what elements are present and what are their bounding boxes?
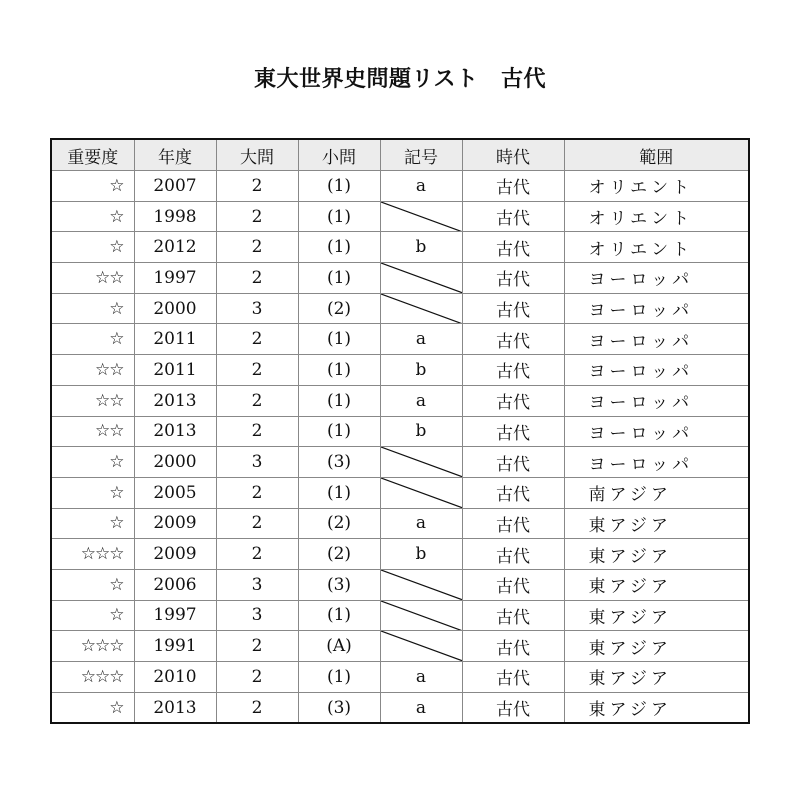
importance-cell: ☆ [51, 692, 134, 723]
range-cell: オリエント [564, 201, 749, 232]
table-row [51, 355, 749, 386]
year-cell: 2013 [134, 692, 216, 723]
table-row [51, 324, 749, 355]
importance-cell: ☆☆ [51, 385, 134, 416]
table-row [51, 508, 749, 539]
header-importance: 重要度 [51, 139, 134, 171]
major-question-cell: 2 [216, 232, 298, 263]
range-cell: 東アジア [564, 539, 749, 570]
major-question-cell: 3 [216, 600, 298, 631]
minor-question-cell: (1) [298, 416, 380, 447]
year-cell: 2009 [134, 508, 216, 539]
major-question-cell: 2 [216, 324, 298, 355]
minor-question-cell: (1) [298, 171, 380, 202]
range-cell: 南アジア [564, 477, 749, 508]
minor-question-cell: (1) [298, 324, 380, 355]
range-cell: ヨーロッパ [564, 324, 749, 355]
major-question-cell: 2 [216, 355, 298, 386]
minor-question-cell: (2) [298, 539, 380, 570]
minor-question-cell: (2) [298, 293, 380, 324]
importance-cell: ☆☆ [51, 355, 134, 386]
diagonal-slash-icon [381, 601, 462, 631]
symbol-cell-empty-slash [380, 477, 462, 508]
minor-question-cell: (1) [298, 477, 380, 508]
minor-question-cell: (1) [298, 263, 380, 294]
problem-list-table [50, 138, 750, 724]
era-cell: 古代 [462, 201, 564, 232]
era-cell: 古代 [462, 263, 564, 294]
symbol-cell: a [380, 171, 462, 202]
range-cell: ヨーロッパ [564, 293, 749, 324]
diagonal-slash-icon [381, 294, 462, 324]
symbol-cell-empty-slash [380, 569, 462, 600]
major-question-cell: 2 [216, 416, 298, 447]
year-cell: 1997 [134, 263, 216, 294]
importance-cell: ☆ [51, 324, 134, 355]
table-row [51, 600, 749, 631]
symbol-cell: b [380, 416, 462, 447]
year-cell: 2006 [134, 569, 216, 600]
era-cell: 古代 [462, 385, 564, 416]
era-cell: 古代 [462, 692, 564, 723]
importance-cell: ☆ [51, 171, 134, 202]
range-cell: 東アジア [564, 662, 749, 693]
table-row [51, 263, 749, 294]
importance-cell: ☆☆ [51, 263, 134, 294]
diagonal-slash-icon [381, 202, 462, 232]
major-question-cell: 2 [216, 477, 298, 508]
symbol-cell-empty-slash [380, 263, 462, 294]
importance-cell: ☆ [51, 201, 134, 232]
era-cell: 古代 [462, 355, 564, 386]
range-cell: 東アジア [564, 692, 749, 723]
table-header-row [51, 139, 749, 171]
header-symbol: 記号 [380, 139, 462, 171]
year-cell: 2011 [134, 355, 216, 386]
importance-cell: ☆ [51, 293, 134, 324]
range-cell: ヨーロッパ [564, 416, 749, 447]
range-cell: ヨーロッパ [564, 355, 749, 386]
era-cell: 古代 [462, 600, 564, 631]
era-cell: 古代 [462, 539, 564, 570]
range-cell: オリエント [564, 232, 749, 263]
header-range: 範囲 [564, 139, 749, 171]
major-question-cell: 2 [216, 539, 298, 570]
major-question-cell: 2 [216, 692, 298, 723]
range-cell: ヨーロッパ [564, 447, 749, 478]
range-cell: 東アジア [564, 631, 749, 662]
table-row [51, 477, 749, 508]
year-cell: 1998 [134, 201, 216, 232]
era-cell: 古代 [462, 477, 564, 508]
importance-cell: ☆☆ [51, 416, 134, 447]
minor-question-cell: (1) [298, 355, 380, 386]
year-cell: 2005 [134, 477, 216, 508]
table-row [51, 232, 749, 263]
importance-cell: ☆☆☆ [51, 539, 134, 570]
era-cell: 古代 [462, 631, 564, 662]
year-cell: 2009 [134, 539, 216, 570]
table-row [51, 385, 749, 416]
importance-cell: ☆☆☆ [51, 631, 134, 662]
era-cell: 古代 [462, 293, 564, 324]
importance-cell: ☆☆☆ [51, 662, 134, 693]
major-question-cell: 2 [216, 662, 298, 693]
major-question-cell: 2 [216, 631, 298, 662]
header-major-question: 大問 [216, 139, 298, 171]
importance-cell: ☆ [51, 508, 134, 539]
header-year: 年度 [134, 139, 216, 171]
symbol-cell-empty-slash [380, 201, 462, 232]
major-question-cell: 3 [216, 447, 298, 478]
range-cell: 東アジア [564, 508, 749, 539]
minor-question-cell: (1) [298, 201, 380, 232]
diagonal-slash-icon [381, 570, 462, 600]
era-cell: 古代 [462, 508, 564, 539]
major-question-cell: 2 [216, 508, 298, 539]
symbol-cell-empty-slash [380, 293, 462, 324]
symbol-cell-empty-slash [380, 600, 462, 631]
symbol-cell: b [380, 232, 462, 263]
minor-question-cell: (3) [298, 447, 380, 478]
table-row [51, 662, 749, 693]
table-row [51, 631, 749, 662]
range-cell: ヨーロッパ [564, 263, 749, 294]
era-cell: 古代 [462, 171, 564, 202]
year-cell: 2000 [134, 447, 216, 478]
header-era: 時代 [462, 139, 564, 171]
minor-question-cell: (1) [298, 662, 380, 693]
diagonal-slash-icon [381, 631, 462, 661]
symbol-cell-empty-slash [380, 631, 462, 662]
table-row [51, 569, 749, 600]
minor-question-cell: (1) [298, 385, 380, 416]
era-cell: 古代 [462, 662, 564, 693]
symbol-cell-empty-slash [380, 447, 462, 478]
importance-cell: ☆ [51, 569, 134, 600]
importance-cell: ☆ [51, 232, 134, 263]
era-cell: 古代 [462, 447, 564, 478]
symbol-cell: a [380, 692, 462, 723]
year-cell: 2011 [134, 324, 216, 355]
table-row [51, 293, 749, 324]
table-row [51, 201, 749, 232]
year-cell: 2013 [134, 385, 216, 416]
diagonal-slash-icon [381, 263, 462, 293]
minor-question-cell: (3) [298, 692, 380, 723]
year-cell: 1997 [134, 600, 216, 631]
importance-cell: ☆ [51, 600, 134, 631]
era-cell: 古代 [462, 232, 564, 263]
minor-question-cell: (1) [298, 232, 380, 263]
table-row [51, 171, 749, 202]
minor-question-cell: (3) [298, 569, 380, 600]
header-minor-question: 小問 [298, 139, 380, 171]
era-cell: 古代 [462, 416, 564, 447]
year-cell: 2010 [134, 662, 216, 693]
major-question-cell: 3 [216, 569, 298, 600]
era-cell: 古代 [462, 324, 564, 355]
diagonal-slash-icon [381, 447, 462, 477]
range-cell: ヨーロッパ [564, 385, 749, 416]
table-row [51, 416, 749, 447]
major-question-cell: 2 [216, 201, 298, 232]
importance-cell: ☆ [51, 447, 134, 478]
major-question-cell: 2 [216, 263, 298, 294]
era-cell: 古代 [462, 569, 564, 600]
range-cell: 東アジア [564, 600, 749, 631]
symbol-cell: a [380, 385, 462, 416]
major-question-cell: 3 [216, 293, 298, 324]
table-row [51, 539, 749, 570]
year-cell: 1991 [134, 631, 216, 662]
page-title: 東大世界史問題リスト 古代 [253, 67, 547, 92]
minor-question-cell: (2) [298, 508, 380, 539]
symbol-cell: a [380, 324, 462, 355]
diagonal-slash-icon [381, 478, 462, 508]
symbol-cell: b [380, 539, 462, 570]
major-question-cell: 2 [216, 171, 298, 202]
table-row [51, 447, 749, 478]
table-row [51, 692, 749, 723]
year-cell: 2013 [134, 416, 216, 447]
range-cell: オリエント [564, 171, 749, 202]
year-cell: 2007 [134, 171, 216, 202]
symbol-cell: b [380, 355, 462, 386]
major-question-cell: 2 [216, 385, 298, 416]
minor-question-cell: (1) [298, 600, 380, 631]
range-cell: 東アジア [564, 569, 749, 600]
symbol-cell: a [380, 662, 462, 693]
minor-question-cell: (A) [298, 631, 380, 662]
symbol-cell: a [380, 508, 462, 539]
importance-cell: ☆ [51, 477, 134, 508]
year-cell: 2012 [134, 232, 216, 263]
year-cell: 2000 [134, 293, 216, 324]
